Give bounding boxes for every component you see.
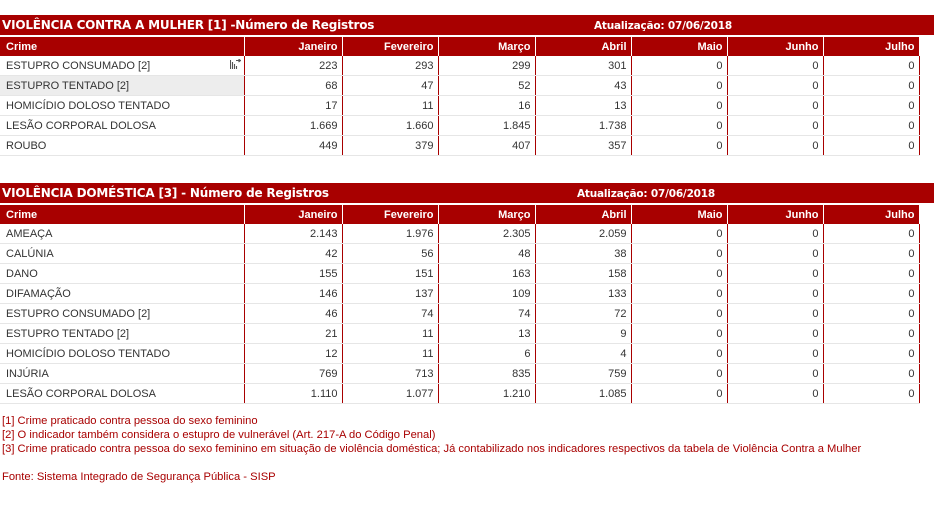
crime-label: ROUBO [6,139,47,152]
table2-header-abril[interactable]: Abril [535,205,631,224]
table-row [0,116,919,136]
table1-header-maio[interactable]: Maio [631,37,727,56]
crime-cell[interactable] [0,304,244,324]
table1-title: VIOLÊNCIA CONTRA A MULHER [1] -Número de Registros [2,18,375,32]
value-cell-junho: 0 [727,364,823,384]
crime-label: DIFAMAÇÃO [6,287,71,300]
table1-header-fevereiro[interactable]: Fevereiro [342,37,438,56]
table-row [0,136,919,156]
crime-cell[interactable] [0,384,244,404]
value-cell-fevereiro: 713 [342,364,438,384]
table2-header-junho[interactable]: Junho [727,205,823,224]
table2-title-bar [0,183,934,203]
value-cell-abril: 43 [535,76,631,96]
value-cell-julho: 0 [823,284,919,304]
value-cell-março: 1.210 [438,384,535,404]
value-cell-julho: 0 [823,56,919,76]
crime-cell[interactable] [0,324,244,344]
value-cell-abril: 4 [535,344,631,364]
table1-header-julho[interactable]: Julho [823,37,919,56]
value-cell-janeiro: 12 [244,344,342,364]
crime-label: ESTUPRO TENTADO [2] [6,327,130,340]
value-cell-junho: 0 [727,344,823,364]
value-cell-maio: 0 [631,284,727,304]
value-cell-fevereiro: 11 [342,344,438,364]
value-cell-março: 109 [438,284,535,304]
crime-label: ESTUPRO CONSUMADO [2] [6,59,151,72]
table1-header-abril[interactable]: Abril [535,37,631,56]
value-cell-janeiro: 42 [244,244,342,264]
table-row [0,304,919,324]
value-cell-fevereiro: 1.660 [342,116,438,136]
section-violencia-mulher [0,15,934,156]
crime-label: LESÃO CORPORAL DOLOSA [6,119,156,132]
value-cell-janeiro: 1.669 [244,116,342,136]
value-cell-março: 16 [438,96,535,116]
value-cell-fevereiro: 1.077 [342,384,438,404]
value-cell-junho: 0 [727,284,823,304]
value-cell-março: 2.305 [438,224,535,244]
crime-cell[interactable] [0,224,244,244]
crime-cell[interactable] [0,76,244,96]
source-note: Fonte: Sistema Integrado de Segurança Pública - SISP [2,471,276,483]
table-row [0,96,919,116]
crime-label: HOMICÍDIO DOLOSO TENTADO [6,99,170,112]
value-cell-julho: 0 [823,224,919,244]
crime-cell[interactable] [0,116,244,136]
value-cell-abril: 759 [535,364,631,384]
table2 [0,205,920,404]
value-cell-julho: 0 [823,324,919,344]
crime-cell[interactable] [0,136,244,156]
footnote-1: [1] Crime praticado contra pessoa do sexo feminino [2,415,258,427]
value-cell-fevereiro: 151 [342,264,438,284]
table-row [0,244,919,264]
table-row [0,384,919,404]
value-cell-julho: 0 [823,304,919,324]
table-row [0,76,919,96]
table2-header-julho[interactable]: Julho [823,205,919,224]
table2-header-maio[interactable]: Maio [631,205,727,224]
value-cell-abril: 9 [535,324,631,344]
value-cell-fevereiro: 137 [342,284,438,304]
value-cell-maio: 0 [631,384,727,404]
table-row [0,56,919,76]
value-cell-abril: 158 [535,264,631,284]
value-cell-março: 407 [438,136,535,156]
value-cell-fevereiro: 11 [342,324,438,344]
table2-header-row [0,205,919,224]
crime-cell[interactable] [0,344,244,364]
value-cell-janeiro: 449 [244,136,342,156]
table1-update: Atualização: 07/06/2018 [594,20,732,32]
table2-header-crime[interactable]: Crime [0,205,244,224]
value-cell-março: 52 [438,76,535,96]
value-cell-maio: 0 [631,364,727,384]
value-cell-janeiro: 2.143 [244,224,342,244]
table2-header-janeiro[interactable]: Janeiro [244,205,342,224]
value-cell-maio: 0 [631,244,727,264]
crime-label: DANO [6,267,38,280]
value-cell-junho: 0 [727,224,823,244]
value-cell-janeiro: 1.110 [244,384,342,404]
value-cell-junho: 0 [727,136,823,156]
value-cell-junho: 0 [727,56,823,76]
value-cell-junho: 0 [727,96,823,116]
crime-cell[interactable] [0,244,244,264]
value-cell-julho: 0 [823,344,919,364]
table2-update: Atualização: 07/06/2018 [577,188,715,200]
value-cell-março: 835 [438,364,535,384]
value-cell-maio: 0 [631,136,727,156]
value-cell-maio: 0 [631,264,727,284]
value-cell-maio: 0 [631,344,727,364]
crime-cell[interactable] [0,56,244,76]
value-cell-abril: 301 [535,56,631,76]
value-cell-junho: 0 [727,304,823,324]
value-cell-maio: 0 [631,304,727,324]
crime-cell[interactable] [0,364,244,384]
value-cell-junho: 0 [727,116,823,136]
value-cell-junho: 0 [727,76,823,96]
value-cell-março: 6 [438,344,535,364]
value-cell-março: 48 [438,244,535,264]
value-cell-junho: 0 [727,324,823,344]
value-cell-julho: 0 [823,264,919,284]
value-cell-abril: 13 [535,96,631,116]
value-cell-abril: 2.059 [535,224,631,244]
value-cell-julho: 0 [823,116,919,136]
crime-label: ESTUPRO TENTADO [2] [6,79,130,92]
footnote-2: [2] O indicador também considera o estupro de vulnerável (Art. 217-A do Código Penal) [2,429,436,441]
table1-header-crime[interactable]: Crime [0,37,244,56]
crime-label: AMEAÇA [6,227,53,240]
value-cell-janeiro: 155 [244,264,342,284]
value-cell-maio: 0 [631,224,727,244]
value-cell-maio: 0 [631,56,727,76]
crime-label: ESTUPRO CONSUMADO [2] [6,307,151,320]
table-row [0,344,919,364]
value-cell-janeiro: 769 [244,364,342,384]
table2-header-fevereiro[interactable]: Fevereiro [342,205,438,224]
table2-title: VIOLÊNCIA DOMÉSTICA [3] - Número de Registros [2,186,329,200]
section-violencia-domestica [0,183,934,404]
table-row [0,364,919,384]
value-cell-abril: 1.085 [535,384,631,404]
table1-header-marco[interactable]: Março [438,37,535,56]
value-cell-março: 299 [438,56,535,76]
crime-label: HOMICÍDIO DOLOSO TENTADO [6,347,170,360]
value-cell-maio: 0 [631,116,727,136]
crime-cell[interactable] [0,96,244,116]
table-row [0,224,919,244]
value-cell-fevereiro: 56 [342,244,438,264]
table1-title-bar [0,15,934,35]
table1 [0,37,920,156]
value-cell-fevereiro: 1.976 [342,224,438,244]
crime-label: CALÚNIA [6,247,54,260]
value-cell-janeiro: 46 [244,304,342,324]
value-cell-abril: 1.738 [535,116,631,136]
value-cell-janeiro: 17 [244,96,342,116]
table-row [0,324,919,344]
value-cell-abril: 357 [535,136,631,156]
value-cell-junho: 0 [727,244,823,264]
footnote-3: [3] Crime praticado contra pessoa do sexo feminino em situação de violência doméstica; Já contabilizado nos indicadores respectivos da tabela de Violência Contra a Mulher [2,443,862,455]
value-cell-maio: 0 [631,76,727,96]
value-cell-julho: 0 [823,96,919,116]
value-cell-janeiro: 21 [244,324,342,344]
value-cell-março: 74 [438,304,535,324]
value-cell-fevereiro: 74 [342,304,438,324]
value-cell-fevereiro: 293 [342,56,438,76]
value-cell-fevereiro: 379 [342,136,438,156]
value-cell-julho: 0 [823,384,919,404]
value-cell-março: 163 [438,264,535,284]
table2-header-marco[interactable]: Março [438,205,535,224]
value-cell-fevereiro: 47 [342,76,438,96]
value-cell-maio: 0 [631,96,727,116]
value-cell-julho: 0 [823,76,919,96]
footnotes [2,414,861,456]
value-cell-março: 13 [438,324,535,344]
value-cell-janeiro: 146 [244,284,342,304]
crime-cell[interactable] [0,264,244,284]
value-cell-março: 1.845 [438,116,535,136]
table1-header-janeiro[interactable]: Janeiro [244,37,342,56]
value-cell-abril: 72 [535,304,631,324]
value-cell-julho: 0 [823,136,919,156]
value-cell-julho: 0 [823,244,919,264]
table1-header-junho[interactable]: Junho [727,37,823,56]
crime-label: INJÚRIA [6,367,49,380]
value-cell-julho: 0 [823,364,919,384]
value-cell-fevereiro: 11 [342,96,438,116]
value-cell-janeiro: 223 [244,56,342,76]
value-cell-janeiro: 68 [244,76,342,96]
crime-label: LESÃO CORPORAL DOLOSA [6,387,156,400]
value-cell-junho: 0 [727,384,823,404]
table-row [0,284,919,304]
table1-header-row [0,37,919,56]
table-row [0,264,919,284]
value-cell-abril: 38 [535,244,631,264]
value-cell-maio: 0 [631,324,727,344]
value-cell-junho: 0 [727,264,823,284]
filter-list-icon[interactable] [230,59,241,70]
crime-cell[interactable] [0,284,244,304]
value-cell-abril: 133 [535,284,631,304]
